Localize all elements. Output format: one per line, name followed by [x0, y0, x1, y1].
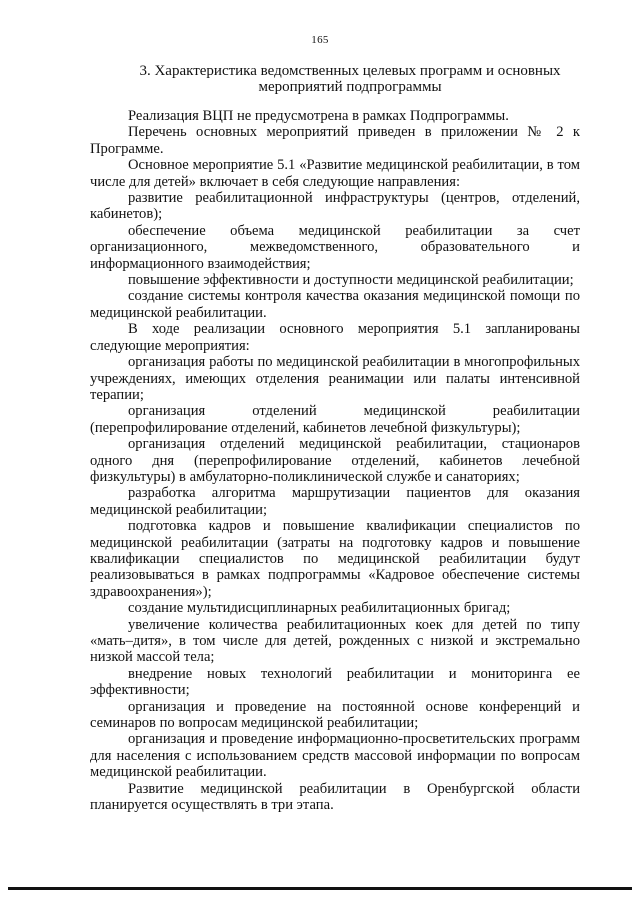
list-item: увеличение количества реабилитационных коек для детей по типу «мать–дитя», в том числе для детей, рожденных с низкой и экстремально низкой массой тела;	[90, 616, 580, 666]
list-item: организация работы по медицинской реабилитации в многопрофильных учреждениях, имеющих отделения реанимации или палаты интенсивной терапии;	[90, 354, 580, 403]
list-item: развитие реабилитационной инфраструктуры (центров, отделений, кабинетов);	[90, 190, 580, 223]
paragraph-three-stages: Развитие медицинской реабилитации в Оренбургской области планируется осуществлять в три этапа.	[90, 780, 580, 814]
page-number: 165	[311, 34, 329, 46]
section-title-line-1: 3. Характеристика ведомственных целевых программ и основных	[139, 63, 561, 79]
paragraph-vcp-note: Реализация ВЦП не предусмотрена в рамках Подпрограммы.	[128, 108, 509, 124]
list-item: организация отделений медицинской реабилитации (перепрофилирование отделений, кабинетов лечебной физкультуры);	[90, 403, 580, 436]
list-item: организация отделений медицинской реабилитации, стационаров одного дня (перепрофилирование отделений, кабинетов лечебной физкультуры) в амбулаторно-поликлинической службе и санаториях;	[90, 436, 580, 485]
list-item: разработка алгоритма маршрутизации пациентов для оказания медицинской реабилитации;	[90, 485, 580, 518]
paragraph-activities-list-reference: Перечень основных мероприятий приведен в приложении № 2 к Программе.	[90, 124, 580, 157]
paragraph-planned-activities: В ходе реализации основного мероприятия 5.1 запланированы следующие мероприятия:	[90, 321, 580, 354]
list-item: организация и проведение информационно-просветительских программ для населения с использованием средств массовой информации по вопросам медицинской реабилитации.	[90, 731, 580, 781]
list-item: организация и проведение на постоянной основе конференций и семинаров по вопросам медицинской реабилитации;	[90, 698, 580, 732]
list-item: создание системы контроля качества оказания медицинской помощи по медицинской реабилитации.	[90, 288, 580, 321]
list-item: внедрение новых технологий реабилитации и мониторинга ее эффективности;	[90, 665, 580, 699]
page-bottom-rule	[8, 887, 632, 890]
section-title-line-2: мероприятий подпрограммы	[258, 79, 442, 95]
list-item: подготовка кадров и повышение квалификации специалистов по медицинской реабилитации (затраты на подготовку кадров и повышение квалификации специалистов по медицинской реабилитации будут реализовываться в рамках подпрограммы «Кадровое обеспечение системы здравоохранения»);	[90, 518, 580, 600]
document-body	[90, 108, 580, 813]
list-item: повышение эффективности и доступности медицинской реабилитации;	[128, 272, 574, 289]
section-title	[90, 63, 610, 95]
paragraph-main-activity-5-1: Основное мероприятие 5.1 «Развитие медицинской реабилитации, в том числе для детей» включает в себя следующие направления:	[90, 157, 580, 190]
list-item: обеспечение объема медицинской реабилитации за счет организационного, межведомственного, образовательного и информационного взаимодействия;	[90, 222, 580, 272]
list-item: создание мультидисциплинарных реабилитационных бригад;	[128, 600, 511, 617]
